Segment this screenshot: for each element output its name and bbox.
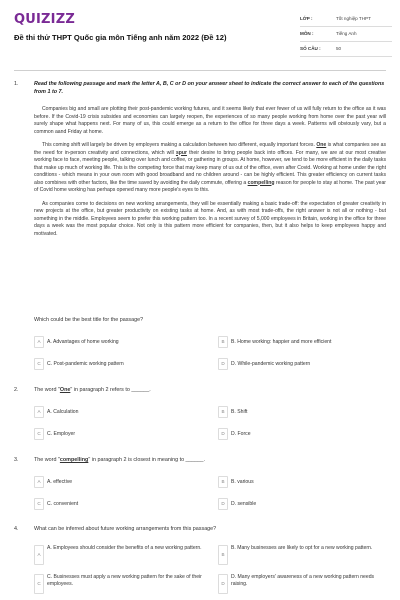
option-text: A. Employees should consider the benefits of a new working pattern. bbox=[47, 545, 202, 551]
question-text-part: " in paragraph 2 refers to ______. bbox=[70, 387, 151, 393]
paragraph-2-start: This coming shift will largely be driven by employers making a calculation between two different, equally important forces. bbox=[42, 142, 315, 148]
paragraph-2-end: reason for people to stay at home. The past year of Covid home working has perhaps opened many more people's eyes to this. bbox=[34, 179, 386, 193]
question-1-text: Which could be the best title for the passage? bbox=[34, 317, 144, 323]
meta-table bbox=[300, 12, 392, 57]
option-letter: B bbox=[218, 545, 228, 565]
option-text: A. effective bbox=[47, 479, 73, 485]
meta-value: 50 bbox=[336, 46, 342, 51]
keyword-one: One bbox=[316, 142, 327, 148]
option-text: B. Home working: happier and more efficient bbox=[231, 339, 332, 345]
option-text: D. Force bbox=[231, 431, 251, 437]
option-text: A. Advantages of home working bbox=[47, 339, 119, 345]
option-text: B. Shift bbox=[231, 409, 248, 415]
option-text: B. Many businesses are likely to opt for a new working pattern. bbox=[231, 545, 373, 551]
option-letter: C bbox=[34, 498, 44, 510]
paragraph-2-part: is what companies see as the need for in-person creativity and connections, which will bbox=[34, 142, 386, 156]
question-2-text bbox=[34, 387, 151, 393]
meta-value: Tiếng Anh bbox=[336, 31, 357, 36]
option-text: D. While-pandemic working pattern bbox=[231, 361, 311, 367]
meta-key: MÔN : bbox=[300, 31, 314, 36]
option-text: D. sensible bbox=[231, 501, 257, 507]
option-letter: D bbox=[218, 574, 228, 594]
header-divider bbox=[14, 70, 386, 71]
question-number: 4. bbox=[14, 526, 19, 532]
option-letter: B bbox=[218, 336, 228, 348]
meta-row-question-count bbox=[300, 42, 392, 57]
option-letter: A bbox=[34, 545, 44, 565]
question-3-text bbox=[34, 457, 205, 463]
keyword-spur: spur bbox=[175, 149, 187, 156]
option-letter: D bbox=[218, 358, 228, 370]
option-letter: A bbox=[34, 406, 44, 418]
meta-key: SỐ CÂU : bbox=[300, 46, 321, 51]
option-text: A. Calculation bbox=[47, 409, 79, 415]
option-letter: C bbox=[34, 428, 44, 440]
option-letter: B bbox=[218, 406, 228, 418]
document-title: Đề thi thử THPT Quốc gia môn Tiếng anh năm 2022 (Đề 12) bbox=[14, 33, 227, 42]
option-text: D. Many employers' awareness of a new working pattern needs raising. bbox=[231, 574, 375, 587]
option-letter: A bbox=[34, 476, 44, 488]
option-letter: D bbox=[218, 498, 228, 510]
option-letter: C bbox=[34, 574, 44, 594]
reading-passage bbox=[34, 106, 386, 244]
option-text: C. Businesses must apply a new working pattern for the sake of their employees. bbox=[47, 574, 202, 587]
question-4-text: What can be inferred about future working arrangements from this passage? bbox=[34, 526, 217, 532]
meta-row-subject bbox=[300, 27, 392, 42]
option-letter: C bbox=[34, 358, 44, 370]
document-header bbox=[0, 0, 400, 64]
paragraph-3: As companies come to decisions on new working arrangements, they will be essentially making a basic trade-off: the expectation of greater creativity in new projects at the office, but greater productivity on existing tasks at home. And, as with most trade-offs, the right answer is not all or nothing - but something in the middle. Employees seem to prefer this working pattern too. In a recent survey of 5,000 employees in Britain, working in the office for three days a week was the most popular choice. Not only is this pattern more efficient for companies, then, but it also helps to keep employees happy and motivated. bbox=[34, 200, 386, 237]
option-letter: D bbox=[218, 428, 228, 440]
quizizz-logo: QUIZIZZ bbox=[14, 12, 75, 27]
meta-row-class bbox=[300, 12, 392, 27]
option-text: B. various bbox=[231, 479, 254, 485]
question-text-part: The word " bbox=[34, 457, 60, 463]
keyword-compelling: compelling bbox=[247, 179, 275, 186]
option-letter: B bbox=[218, 476, 228, 488]
question-text-part: " in paragraph 2 is closest in meaning to ______. bbox=[88, 457, 206, 463]
option-text: C. Post-pandemic working pattern bbox=[47, 361, 124, 367]
question-keyword: compelling bbox=[59, 457, 89, 463]
meta-value: Tốt nghiệp THPT bbox=[336, 16, 371, 21]
paragraph-2 bbox=[34, 142, 386, 195]
meta-key: LỚP : bbox=[300, 16, 313, 21]
question-number: 3. bbox=[14, 457, 19, 463]
paragraph-1: Companies big and small are plotting their post-pandemic working futures, and it seems likely that ever fewer of us will fully return to the office as it was before. If the Covid-19 crisis subsides and economies can largely reopen, the experiences of so many people working from home over the past year will surely shape what happens next. For many of us, this could emerge as a return to the office for three days a week. Patterns will obviously vary, but a common aand Friday at home. bbox=[34, 106, 386, 135]
question-keyword: One bbox=[59, 387, 71, 393]
option-letter: A bbox=[34, 336, 44, 348]
question-number: 2. bbox=[14, 387, 19, 393]
question-number: 1. bbox=[14, 81, 19, 87]
question-text-part: The word " bbox=[34, 387, 60, 393]
option-text: C. Employer bbox=[47, 431, 76, 437]
paragraph-2-part: their desire to bring people back into offices. For many, we are at our most creative working face to face, meeting people, talking over lunch and coffee, or gathering in groups. At home, however, we tend to be more efficient in the daily tasks that make up much of working life. This is the competing force that may keep many of us out of the office, even after Covid. Working at home under the right conditions - which means in your own room with good broadband and no children around - can be highly efficient. This greater efficiency on current tasks also combines with other factors, like the time saved by avoiding the daily commute, offering a bbox=[34, 149, 386, 186]
instruction: Read the following passage and mark the letter A, B, C or D on your answer sheet to indicate the correct answer to each of the questions from 1 to 7. bbox=[34, 81, 385, 95]
option-text: C. convenient bbox=[47, 501, 79, 507]
